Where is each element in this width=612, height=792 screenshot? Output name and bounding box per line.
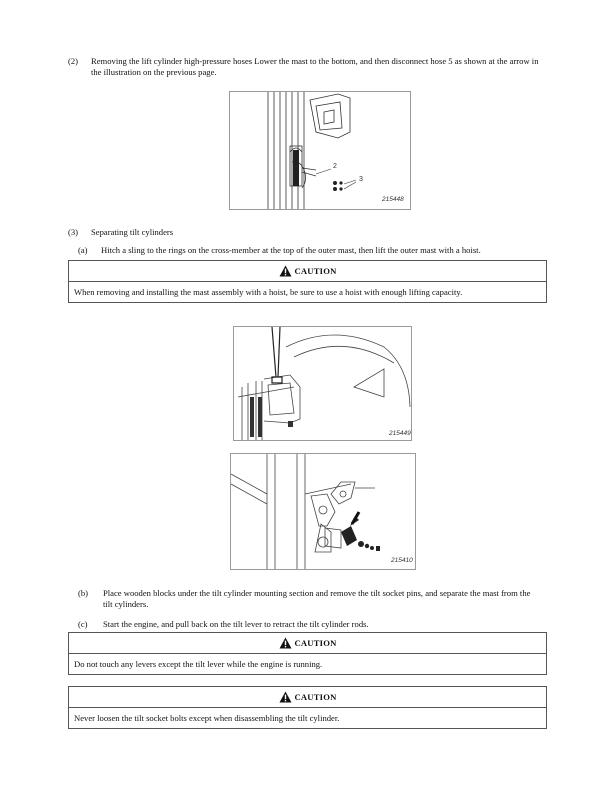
tilt-pin-illustration [231, 454, 415, 569]
caution-box-3 [68, 686, 547, 729]
caution-text: Do not touch any levers except the tilt lever while the engine is running. [74, 659, 323, 669]
caution-label: CAUTION [294, 266, 337, 276]
figure-number: 215449 [389, 430, 411, 437]
caution-header [69, 261, 546, 282]
step-number: (2) [68, 56, 79, 66]
figure-sling-hoist [233, 326, 412, 441]
figure-number: 215410 [391, 557, 413, 564]
figure-lift-cylinder-hoses [229, 91, 411, 210]
caution-text: Never loosen the tilt socket bolts except when disassembling the tilt cylinder. [74, 713, 340, 723]
step-number: (b) [78, 588, 89, 598]
caution-header [69, 687, 546, 708]
step-c [78, 619, 548, 630]
caution-text: When removing and installing the mast assembly with a hoist, be sure to use a hoist with enough lifting capacity. [74, 287, 463, 297]
step-2 [68, 56, 548, 78]
figure-tilt-socket-pin [230, 453, 416, 570]
sling-illustration [234, 327, 411, 440]
caution-box-1 [68, 260, 547, 303]
hose-illustration [230, 92, 410, 209]
step-3 [68, 227, 548, 238]
caution-label: CAUTION [294, 638, 337, 648]
step-a [78, 245, 548, 256]
warning-triangle-icon [279, 637, 292, 649]
step-number: (3) [68, 227, 79, 237]
step-text: Place wooden blocks under the tilt cylinder mounting section and remove the tilt socket pins, and separate the mast from the tilt cylinders. [103, 588, 531, 609]
caution-label: CAUTION [294, 692, 337, 702]
caution-box-2 [68, 632, 547, 675]
step-text: Start the engine, and pull back on the tilt lever to retract the tilt cylinder rods. [103, 619, 369, 629]
step-number: (c) [78, 619, 88, 629]
step-text: Separating tilt cylinders [91, 227, 174, 237]
callout-3: 3 [359, 176, 363, 183]
step-text: Removing the lift cylinder high-pressure hoses Lower the mast to the bottom, and then disconnect hose 5 as shown at the arrow in the illustration on the previous page. [91, 56, 539, 77]
step-b [78, 588, 548, 610]
step-text: Hitch a sling to the rings on the cross-member at the top of the outer mast, then lift the outer mast with a hoist. [101, 245, 481, 255]
warning-triangle-icon [279, 691, 292, 703]
figure-number: 215448 [382, 196, 404, 203]
caution-header [69, 633, 546, 654]
step-number: (a) [78, 245, 88, 255]
warning-triangle-icon [279, 265, 292, 277]
callout-2: 2 [333, 163, 337, 170]
